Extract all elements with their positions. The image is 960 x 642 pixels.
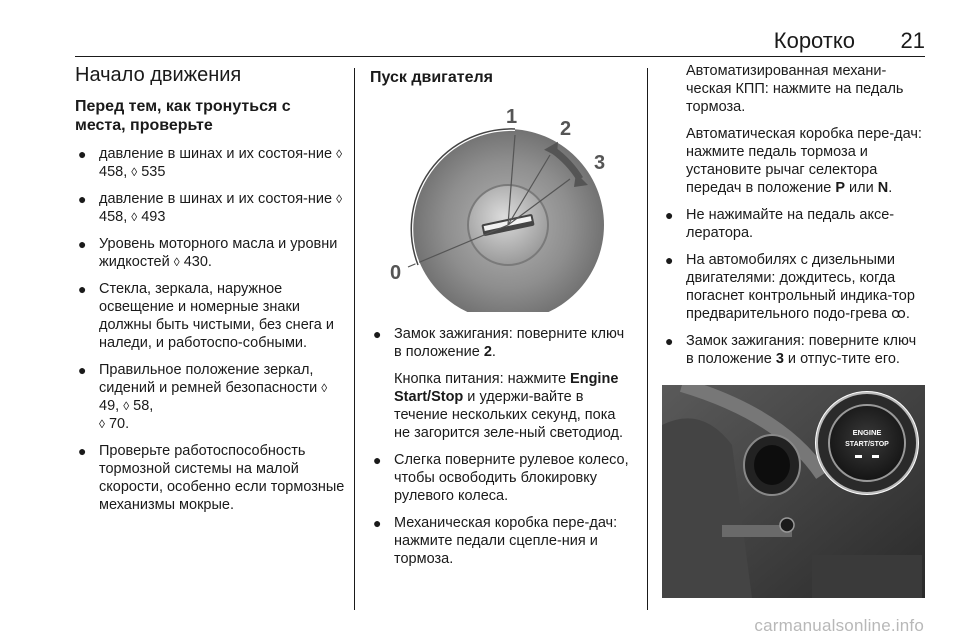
page-ref-link[interactable]: 458 xyxy=(99,209,124,225)
page-ref-link[interactable]: 58, xyxy=(133,398,154,414)
list-item: ● Уровень моторного масла и уровни жидкостей ◊ 430. xyxy=(78,236,338,270)
page-ref-link[interactable]: 535 xyxy=(141,164,166,180)
position-1-label: 1 xyxy=(506,107,518,128)
power-button-paragraph: Кнопка питания: нажмите Engine Start/Stop и удержи-вайте в течение нескольких секунд, пока не загорится зеле-ный светодиод. xyxy=(394,371,623,441)
led-indicator-icon xyxy=(872,455,879,458)
list-item: ● Замок зажигания: поверните ключ в положение 2. xyxy=(373,326,625,360)
ignition-lock-figure xyxy=(370,107,632,312)
checklist xyxy=(75,145,345,514)
watermark: carmanualsonline.info xyxy=(754,616,924,635)
ref-icon: ◊ xyxy=(321,381,328,395)
ref-icon: ◊ xyxy=(131,210,138,224)
list-item: ● Механическая коробка пере-дач: нажмите педали сцепле-ния и тормоза. xyxy=(373,515,618,567)
page-ref-link[interactable]: 49, xyxy=(99,398,120,414)
section-title: Начало движения xyxy=(75,64,242,86)
automatic-paragraph: Автоматическая коробка пере-дач: нажмите педаль тормоза и установите рычаг селектора передач в положение P или N. xyxy=(686,126,922,196)
ref-icon: ◊ xyxy=(173,255,180,269)
list-item: ● Слегка поверните рулевое колесо, чтобы освободить блокировку рулевого колеса. xyxy=(373,452,629,504)
button-label-line1: ENGINE xyxy=(852,428,882,437)
header-title: Коротко xyxy=(773,28,855,53)
ref-icon: ◊ xyxy=(336,192,343,206)
start-steps xyxy=(370,325,632,361)
page-header xyxy=(75,26,925,56)
glow-plug-icon: ꝏ xyxy=(891,306,906,322)
header-divider xyxy=(75,56,925,57)
position-0-label: 0 xyxy=(390,262,402,284)
list-item: ● Стекла, зеркала, наружное освещение и номерные знаки должны быть чистыми, без снега и наледи, и работоспо-собными. xyxy=(78,281,334,351)
page-ref-link[interactable]: 70. xyxy=(108,416,130,432)
ref-icon: ◊ xyxy=(336,147,343,161)
ref-icon: ◊ xyxy=(123,399,130,413)
column-divider xyxy=(647,68,648,610)
amt-paragraph: Автоматизированная механи-ческая КПП: нажмите на педаль тормоза. xyxy=(686,63,904,115)
start-steps-continued xyxy=(370,451,632,568)
list-item: ● давление в шинах и их состоя-ние ◊ 458, ◊ 493 xyxy=(78,191,343,225)
column-1 xyxy=(75,62,345,523)
engine-start-stop-photo xyxy=(662,385,925,598)
led-indicator-icon xyxy=(855,455,862,458)
page-ref-link[interactable]: 430. xyxy=(183,254,212,270)
list-item: ● давление в шинах и их состоя-ние ◊ 458, ◊ 535 xyxy=(78,146,343,180)
list-item: ● На автомобилях с дизельными двигателями: дождитесь, когда погаснет контрольный индика-тор предварительного подо-грева ꝏ. xyxy=(665,252,915,322)
list-item: ● Замок зажигания: поверните ключ в положение 3 и отпус-тите его. xyxy=(665,333,917,367)
column-divider xyxy=(354,68,355,610)
column-3 xyxy=(662,62,927,603)
checklist-title: Перед тем, как тронуться с места, проверьте xyxy=(75,98,291,134)
small-button-icon xyxy=(780,518,794,532)
position-3-label: 3 xyxy=(594,152,606,174)
button-label-line2: START/STOP xyxy=(845,441,889,448)
list-item: ● Проверьте работоспособность тормозной системы на малой скорости, особенно если тормозные механизмы мокрые. xyxy=(78,443,345,513)
column-2 xyxy=(370,62,632,577)
position-2-label: 2 xyxy=(560,118,572,140)
ref-icon: ◊ xyxy=(99,417,105,431)
list-item: ● Не нажимайте на педаль аксе-лератора. xyxy=(665,207,895,241)
list-item: ● Правильное положение зеркал, сидений и ремней безопасности ◊ 49, ◊ 58, ◊ 70. xyxy=(78,362,328,432)
page-ref-link[interactable]: 458 xyxy=(99,164,124,180)
start-steps-3 xyxy=(662,206,927,368)
engine-start-title: Пуск двигателя xyxy=(370,69,493,86)
page-number: 21 xyxy=(900,28,925,53)
page-ref-link[interactable]: 493 xyxy=(141,209,166,225)
ref-icon: ◊ xyxy=(131,165,138,179)
